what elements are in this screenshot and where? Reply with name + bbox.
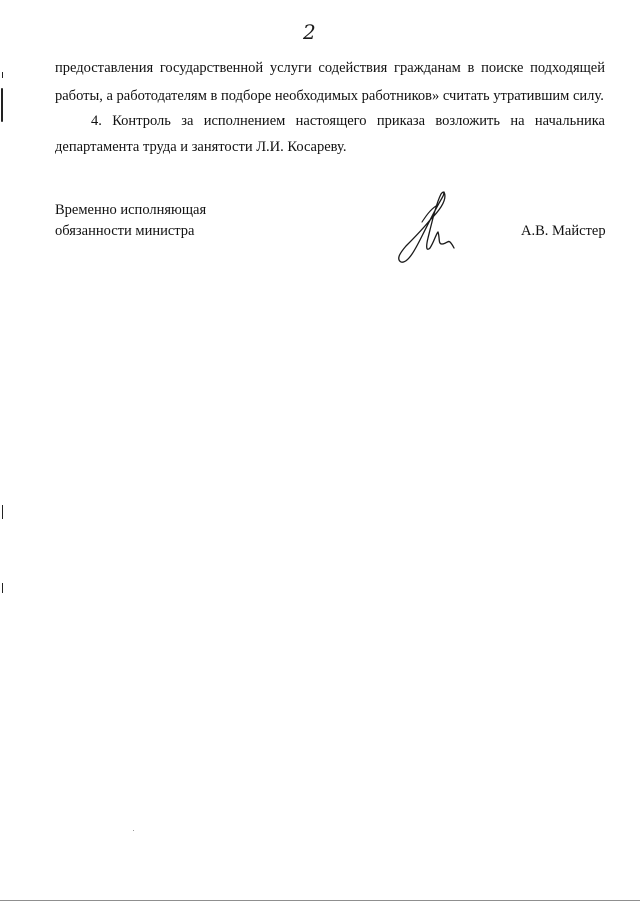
signer-position-line: Временно исполняющая — [55, 202, 207, 218]
signer-name: А.В. Майстер — [521, 223, 606, 239]
paragraph-item-4 — [55, 111, 605, 157]
signer-position-line: обязанности министра — [55, 223, 195, 239]
scan-margin-mark — [2, 505, 3, 519]
scan-margin-mark — [2, 583, 3, 593]
paragraph-line: предоставления государственной услуги содействия гражданам в поиске подходящей — [55, 60, 605, 76]
paragraph-line: работы, а работодателям в подборе необходимых работников» считать утратившим силу. — [55, 88, 604, 104]
paragraph-continuation — [55, 58, 605, 106]
scan-margin-mark — [2, 72, 3, 78]
scan-margin-mark — [1, 88, 3, 122]
scan-bottom-edge — [0, 900, 640, 901]
handwritten-signature — [392, 186, 464, 268]
signer-position — [55, 200, 206, 242]
page-number: 2 — [303, 20, 316, 44]
paragraph-line: департамента труда и занятости Л.И. Косареву. — [55, 139, 347, 155]
scan-speck — [133, 830, 134, 831]
paragraph-line: 4. Контроль за исполнением настоящего приказа возложить на начальника — [91, 113, 605, 129]
